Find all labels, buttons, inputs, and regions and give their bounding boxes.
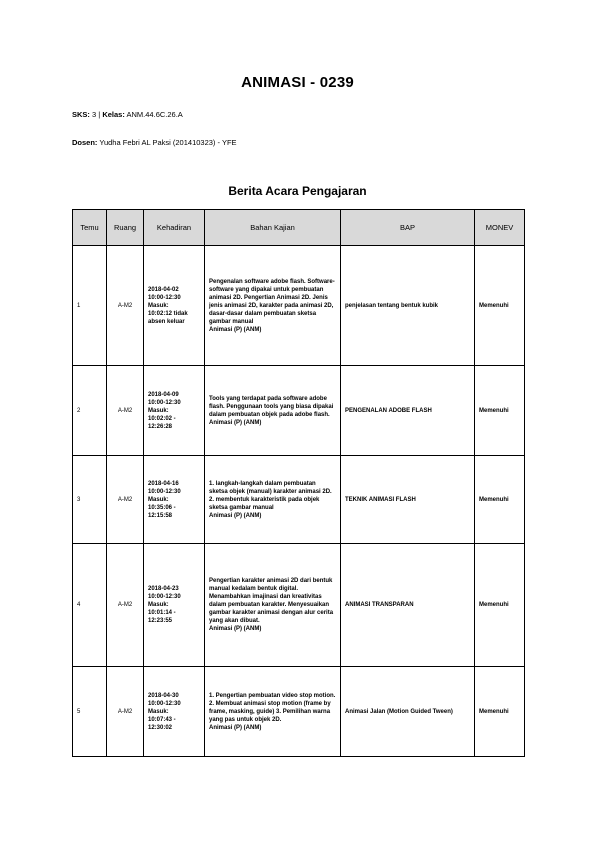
lecturer-info-line [72, 138, 237, 147]
attendance-date: 2018-04-23 [148, 586, 179, 592]
table-row [73, 246, 525, 366]
attendance-in: 10:35:06 - [148, 504, 176, 511]
col-header-bap: BAP [341, 210, 475, 246]
cell-temu: 2 [73, 366, 107, 456]
cell-bap: PENGENALAN ADOBE FLASH [341, 366, 475, 456]
bahan-reference: Animasi (P) (ANM) [209, 626, 262, 632]
cell-temu: 3 [73, 456, 107, 544]
bahan-reference: Animasi (P) (ANM) [209, 419, 262, 426]
cell-ruang: A-M2 [107, 246, 144, 366]
col-header-temu: Temu [73, 210, 107, 246]
table-header-row [73, 210, 525, 246]
col-header-kehadiran: Kehadiran [144, 210, 205, 246]
attendance-label: Masuk: [148, 407, 169, 414]
cell-kehadiran [144, 246, 205, 366]
attendance-label: Masuk: [148, 496, 169, 503]
cell-bap: ANIMASI TRANSPARAN [341, 544, 475, 667]
cell-kehadiran [144, 667, 205, 757]
col-header-monev: MONEV [475, 210, 525, 246]
section-title: Berita Acara Pengajaran [228, 184, 367, 198]
attendance-label: Masuk: [148, 302, 169, 309]
cell-bahan-kajian [205, 456, 341, 544]
bahan-text: 1. langkah-langkah dalam pembuatan sketsa objek (manual) karakter animasi 2D. 2. membentuk karakteristik pada objek sketsa gambar manual [209, 480, 332, 511]
cell-ruang: A-M2 [107, 544, 144, 667]
attendance-out: 12:30:02 [148, 724, 173, 731]
cell-monev: Memenuhi [475, 366, 525, 456]
attendance-out: absen keluar [148, 318, 185, 325]
cell-bahan-kajian [205, 366, 341, 456]
sks-value: 3 [92, 110, 97, 119]
cell-monev: Memenuhi [475, 667, 525, 757]
attendance-schedule: 10:00-12:30 [148, 700, 181, 707]
attendance-in: 10:02:02 - [148, 415, 176, 422]
attendance-date: 2018-04-16 [148, 480, 179, 487]
cell-bahan-kajian [205, 246, 341, 366]
bahan-text: Pengertian karakter animasi 2D dari bentuk manual kedalam bentuk digital. Menambahkan imajinasi dan kreativitas dalam pembuatan karakter. Menyesuaikan gambar karakter animasi dengan alur cerita yang akan dibuat. [209, 578, 334, 624]
table-row [73, 456, 525, 544]
attendance-date: 2018-04-09 [148, 391, 179, 398]
kelas-label: Kelas: [102, 110, 125, 119]
attendance-schedule: 10:00-12:30 [148, 488, 181, 495]
bahan-reference: Animasi (P) (ANM) [209, 724, 262, 731]
separator: | [98, 110, 101, 119]
bahan-reference: Animasi (P) (ANM) [209, 512, 262, 519]
sks-label: SKS: [72, 110, 90, 119]
attendance-date: 2018-04-30 [148, 692, 179, 699]
cell-temu: 1 [73, 246, 107, 366]
cell-ruang: A-M2 [107, 456, 144, 544]
course-info-line [72, 110, 183, 119]
attendance-date: 2018-04-02 [148, 286, 179, 293]
kelas-value: ANM.44.6C.26.A [126, 110, 183, 119]
attendance-in: 10:01:14 - [148, 610, 176, 616]
cell-bahan-kajian [205, 544, 341, 667]
attendance-schedule: 10:00-12:30 [148, 594, 181, 600]
col-header-bahan-kajian: Bahan Kajian [205, 210, 341, 246]
attendance-label: Masuk: [148, 708, 169, 715]
attendance-out: 12:23:55 [148, 618, 173, 624]
col-header-ruang: Ruang [107, 210, 144, 246]
bahan-text: 1. Pengertian pembuatan video stop motion. 2. Membuat animasi stop motion (frame by frame, masking, guide) 3. Pemilihan warna yang pas untuk objek 2D. [209, 692, 336, 723]
attendance-out: 12:26:28 [148, 423, 173, 430]
cell-ruang: A-M2 [107, 366, 144, 456]
cell-bap: Animasi Jalan (Motion Guided Tween) [341, 667, 475, 757]
table-row [73, 667, 525, 757]
bap-table [72, 209, 525, 757]
attendance-in: 10:02:12 tidak [148, 310, 188, 317]
attendance-schedule: 10:00-12:30 [148, 294, 181, 301]
dosen-value: Yudha Febri AL Paksi (201410323) - YFE [99, 138, 237, 147]
cell-kehadiran [144, 366, 205, 456]
attendance-in: 10:07:43 - [148, 716, 176, 723]
cell-monev: Memenuhi [475, 456, 525, 544]
cell-temu: 5 [73, 667, 107, 757]
table-row [73, 544, 525, 667]
cell-ruang: A-M2 [107, 667, 144, 757]
attendance-out: 12:15:58 [148, 512, 173, 519]
cell-monev: Memenuhi [475, 246, 525, 366]
bahan-text: Pengenalan software adobe flash. Software-software yang dipakai untuk pembuatan animasi 2D. Pengertian Animasi 2D. Jenis jenis animasi 2D, karakter pada animasi 2D, dasar-dasar dalam pembuatan sketsa gambar manual [209, 278, 335, 325]
attendance-schedule: 10:00-12:30 [148, 399, 181, 406]
cell-bahan-kajian [205, 667, 341, 757]
bahan-text: Tools yang terdapat pada software adobe flash. Penggunaan tools yang biasa dipakai dalam pembuatan objek pada adobe flash. [209, 395, 334, 418]
page-title: ANIMASI - 0239 [241, 74, 354, 91]
cell-monev: Memenuhi [475, 544, 525, 667]
cell-temu: 4 [73, 544, 107, 667]
bahan-reference: Animasi (P) (ANM) [209, 326, 262, 333]
cell-kehadiran [144, 456, 205, 544]
cell-bap: TEKNIK ANIMASI FLASH [341, 456, 475, 544]
dosen-label: Dosen: [72, 138, 98, 147]
attendance-label: Masuk: [148, 602, 169, 608]
table-row [73, 366, 525, 456]
cell-kehadiran [144, 544, 205, 667]
cell-bap: penjelasan tentang bentuk kubik [341, 246, 475, 366]
